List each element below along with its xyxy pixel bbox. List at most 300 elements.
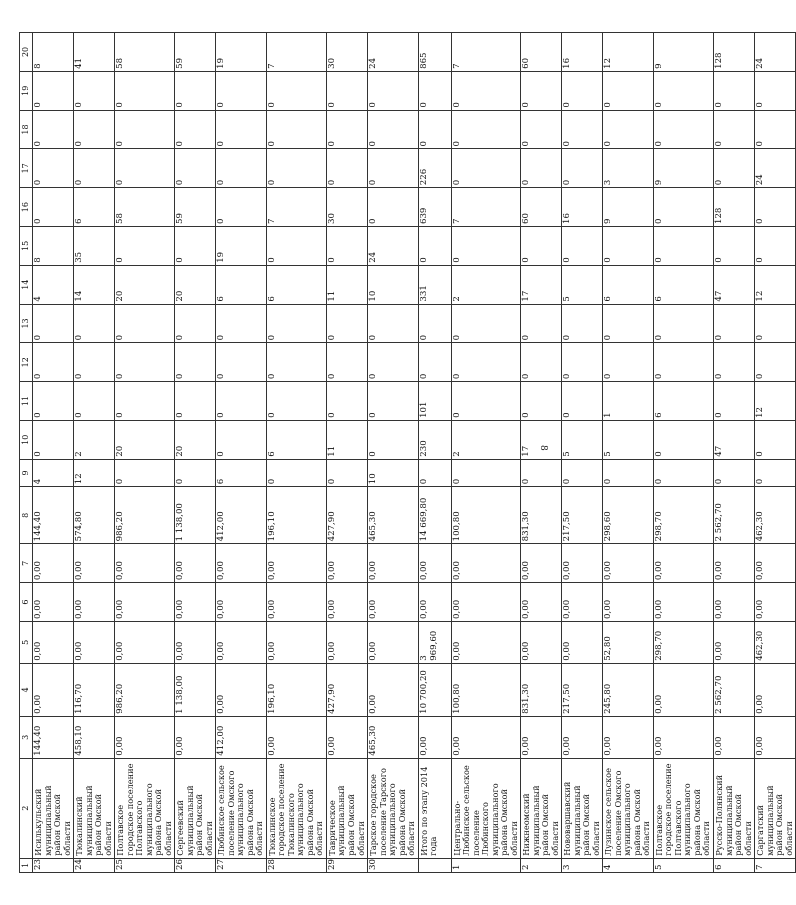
- value-cell: 0,00: [714, 716, 755, 758]
- value-cell: 0,00: [326, 621, 367, 663]
- value-cell: 0: [326, 149, 367, 188]
- value-cell: 59: [175, 33, 216, 72]
- value-cell: 0: [562, 343, 603, 382]
- value-cell: 0: [74, 149, 115, 188]
- value-cell: 144,40: [33, 487, 74, 544]
- value-cell: 4: [33, 459, 74, 487]
- value-cell: 12: [755, 265, 796, 304]
- value-cell: 0: [368, 110, 419, 149]
- row-number-cell: 4: [603, 858, 654, 872]
- row-number-cell: 3: [562, 858, 603, 872]
- data-table: [19, 32, 796, 873]
- value-cell: 30: [326, 188, 367, 227]
- value-cell: 0: [266, 343, 326, 382]
- value-cell: 9: [653, 149, 713, 188]
- table-row: [714, 33, 755, 873]
- value-cell: 0,00: [653, 663, 713, 716]
- value-cell: 0: [451, 304, 521, 343]
- value-cell: 0: [418, 304, 451, 343]
- value-cell: 1: [603, 382, 654, 421]
- value-cell: 0: [562, 71, 603, 110]
- value-cell: 0: [562, 110, 603, 149]
- value-cell: 0: [653, 304, 713, 343]
- value-cell: 0: [74, 304, 115, 343]
- value-cell: 0,00: [74, 544, 115, 583]
- value-cell: 462,30: [755, 621, 796, 663]
- header-cell: 11: [20, 382, 33, 421]
- value-cell: 0: [368, 382, 419, 421]
- value-cell: 47: [714, 420, 755, 459]
- table-row: [755, 33, 796, 873]
- value-cell: 0: [451, 459, 521, 487]
- value-cell: 0: [714, 343, 755, 382]
- value-cell: 58: [115, 188, 175, 227]
- header-cell: 3: [20, 716, 33, 758]
- value-cell: 35: [74, 227, 115, 266]
- municipality-cell: Полтавское городское поселение Полтавского муниципального района Омской области: [115, 758, 175, 858]
- value-cell: 7: [451, 33, 521, 72]
- value-cell: 0,00: [755, 544, 796, 583]
- header-cell: 13: [20, 304, 33, 343]
- header-cell: 4: [20, 663, 33, 716]
- value-cell: 0: [714, 459, 755, 487]
- value-cell: 0,00: [74, 583, 115, 622]
- value-cell: 0,00: [266, 621, 326, 663]
- value-cell: 0: [451, 382, 521, 421]
- value-cell: 16: [562, 188, 603, 227]
- value-cell: 0: [216, 149, 267, 188]
- value-cell: 0,00: [451, 716, 521, 758]
- municipality-cell: Центрально-Любинское сельское поселение Любинского муниципального района Омской области: [451, 758, 521, 858]
- value-cell: 0: [115, 304, 175, 343]
- header-cell: 8: [20, 487, 33, 544]
- value-cell: 12: [74, 459, 115, 487]
- value-cell: 0: [216, 343, 267, 382]
- value-cell: 0: [653, 420, 713, 459]
- value-cell: 462,30: [755, 487, 796, 544]
- value-cell: 0,00: [74, 621, 115, 663]
- value-cell: 6: [603, 265, 654, 304]
- value-cell: 0,00: [418, 544, 451, 583]
- value-cell: 0: [326, 382, 367, 421]
- row-number-cell: 5: [653, 858, 713, 872]
- header-cell: 19: [20, 71, 33, 110]
- value-cell: 0: [175, 149, 216, 188]
- value-cell: 0: [451, 149, 521, 188]
- value-cell: 0: [74, 110, 115, 149]
- value-cell: 0,00: [216, 621, 267, 663]
- value-cell: 0: [175, 459, 216, 487]
- value-cell: 217,50: [562, 487, 603, 544]
- value-cell: 0,00: [115, 583, 175, 622]
- table-row: [521, 33, 562, 873]
- value-cell: 0: [175, 227, 216, 266]
- municipality-cell: Таврическое муниципальный район Омской области: [326, 758, 367, 858]
- value-cell: 16: [562, 33, 603, 72]
- value-cell: 0: [115, 343, 175, 382]
- value-cell: 6: [74, 188, 115, 227]
- value-cell: 24: [368, 227, 419, 266]
- header-cell: 5: [20, 621, 33, 663]
- value-cell: 196,10: [266, 663, 326, 716]
- value-cell: 0,00: [216, 583, 267, 622]
- table-row: [175, 33, 216, 873]
- value-cell: 0,00: [368, 663, 419, 716]
- municipality-cell: Нижнеомский муниципальный район Омской области: [521, 758, 562, 858]
- value-cell: 0: [33, 343, 74, 382]
- value-cell: 0: [115, 71, 175, 110]
- value-cell: 101: [418, 382, 451, 421]
- value-cell: 0: [755, 188, 796, 227]
- value-cell: 230: [418, 420, 451, 459]
- value-cell: 17: [521, 265, 562, 304]
- value-cell: 10: [368, 265, 419, 304]
- value-cell: 831,30: [521, 487, 562, 544]
- value-cell: 0: [216, 304, 267, 343]
- header-cell: 10: [20, 420, 33, 459]
- value-cell: 0,00: [562, 583, 603, 622]
- municipality-cell: Тюкалинский муниципальный район Омской области: [74, 758, 115, 858]
- value-cell: 0: [216, 188, 267, 227]
- value-cell: 0: [418, 71, 451, 110]
- value-cell: 0: [521, 343, 562, 382]
- value-cell: 0: [714, 71, 755, 110]
- row-number-cell: 1: [451, 858, 521, 872]
- value-cell: 0: [521, 304, 562, 343]
- value-cell: 0: [714, 304, 755, 343]
- value-cell: 0: [521, 227, 562, 266]
- value-cell: 10 700,20: [418, 663, 451, 716]
- value-cell: 0: [326, 110, 367, 149]
- value-cell: 0: [562, 227, 603, 266]
- row-number-cell: 30: [368, 858, 419, 872]
- value-cell: 226: [418, 149, 451, 188]
- value-cell: 639: [418, 188, 451, 227]
- value-cell: 0,00: [326, 716, 367, 758]
- value-cell: 0: [33, 149, 74, 188]
- table-row: [451, 33, 521, 873]
- value-cell: 1 138,00: [175, 663, 216, 716]
- value-cell: 0,00: [562, 716, 603, 758]
- value-cell: 0,00: [115, 621, 175, 663]
- value-cell: 0: [216, 382, 267, 421]
- value-cell: 11: [326, 265, 367, 304]
- value-cell: 60: [521, 188, 562, 227]
- table-row: [653, 33, 713, 873]
- value-cell: 0,00: [266, 544, 326, 583]
- header-cell: 16: [20, 188, 33, 227]
- value-cell: 0: [175, 304, 216, 343]
- value-cell: 52,80: [603, 621, 654, 663]
- table-row: [418, 33, 451, 873]
- table-row: [74, 33, 115, 873]
- value-cell: 7: [266, 188, 326, 227]
- value-cell: 0,00: [521, 544, 562, 583]
- value-cell: 0: [216, 110, 267, 149]
- value-cell: 0: [368, 420, 419, 459]
- value-cell: 0: [326, 71, 367, 110]
- table-row: [115, 33, 175, 873]
- municipality-cell: Исилькульский муниципальный район Омской области: [33, 758, 74, 858]
- value-cell: 0: [175, 382, 216, 421]
- value-cell: 0: [653, 459, 713, 487]
- value-cell: 0: [714, 227, 755, 266]
- value-cell: 0,00: [521, 716, 562, 758]
- value-cell: 427,90: [326, 487, 367, 544]
- row-number-cell: 6: [714, 858, 755, 872]
- table-row: [266, 33, 326, 873]
- value-cell: 0: [755, 71, 796, 110]
- value-cell: 100,80: [451, 663, 521, 716]
- value-cell: 0,00: [216, 544, 267, 583]
- value-cell: 0: [418, 343, 451, 382]
- value-cell: 0,00: [562, 621, 603, 663]
- value-cell: 0,00: [368, 544, 419, 583]
- value-cell: 0,00: [653, 716, 713, 758]
- value-cell: 20: [115, 420, 175, 459]
- value-cell: 0: [74, 71, 115, 110]
- header-cell: 17: [20, 149, 33, 188]
- value-cell: 0: [216, 71, 267, 110]
- value-cell: 0: [603, 227, 654, 266]
- value-cell: 2: [451, 265, 521, 304]
- value-cell: 6: [266, 265, 326, 304]
- value-cell: 0,00: [326, 544, 367, 583]
- value-cell: 20: [175, 420, 216, 459]
- value-cell: 47: [714, 265, 755, 304]
- table-header-row: [20, 33, 33, 873]
- value-cell: 3: [603, 149, 654, 188]
- value-cell: 7: [451, 188, 521, 227]
- value-cell: 0,00: [451, 621, 521, 663]
- value-cell: 6: [653, 265, 713, 304]
- value-cell: 12: [755, 382, 796, 421]
- value-cell: 4: [33, 265, 74, 304]
- header-cell: 20: [20, 33, 33, 72]
- value-cell: 0: [653, 188, 713, 227]
- value-cell: 0: [653, 227, 713, 266]
- value-cell: 0: [74, 343, 115, 382]
- value-cell: 245,80: [603, 663, 654, 716]
- value-cell: 298,70: [653, 621, 713, 663]
- value-cell: 41: [74, 33, 115, 72]
- value-cell: 0,00: [714, 583, 755, 622]
- row-number-cell: 25: [115, 858, 175, 872]
- municipality-cell: Любинское сельское поселение Омского муниципального района Омской области: [216, 758, 267, 858]
- row-number-cell: 2: [521, 858, 562, 872]
- value-cell: 574,80: [74, 487, 115, 544]
- value-cell: 24: [755, 33, 796, 72]
- value-cell: 0,00: [653, 544, 713, 583]
- value-cell: 0,00: [266, 716, 326, 758]
- value-cell: 0,00: [368, 621, 419, 663]
- value-cell: 0,00: [368, 583, 419, 622]
- value-cell: 7: [266, 33, 326, 72]
- value-cell: 12: [603, 33, 654, 72]
- value-cell: 0: [33, 71, 74, 110]
- municipality-cell: Русско-Полянский муниципальный район Омской области: [714, 758, 755, 858]
- value-cell: 30: [326, 33, 367, 72]
- value-cell: 298,70: [653, 487, 713, 544]
- row-number-cell: 23: [33, 858, 74, 872]
- value-cell: 17: [521, 420, 562, 459]
- value-cell: 0: [714, 382, 755, 421]
- row-number-cell: 28: [266, 858, 326, 872]
- table-row: [368, 33, 419, 873]
- municipality-cell: Тюкалинское городское поселение Тюкалинского муниципального района Омской области: [266, 758, 326, 858]
- value-cell: 1 138,00: [175, 487, 216, 544]
- value-cell: 0: [326, 304, 367, 343]
- value-cell: 2 562,70: [714, 487, 755, 544]
- value-cell: 3 969,60: [418, 621, 451, 663]
- value-cell: 412,00: [216, 487, 267, 544]
- value-cell: 0: [368, 343, 419, 382]
- table-row: [562, 33, 603, 873]
- header-cell: 14: [20, 265, 33, 304]
- value-cell: 144,40: [33, 716, 74, 758]
- value-cell: 20: [115, 265, 175, 304]
- value-cell: 0: [368, 304, 419, 343]
- value-cell: 217,50: [562, 663, 603, 716]
- value-cell: 0,00: [115, 716, 175, 758]
- value-cell: 465,30: [368, 487, 419, 544]
- value-cell: 0: [266, 304, 326, 343]
- municipality-cell: Саргатский муниципальный район Омской области: [755, 758, 796, 858]
- value-cell: 0: [175, 343, 216, 382]
- value-cell: 0,00: [266, 583, 326, 622]
- value-cell: 465,30: [368, 716, 419, 758]
- value-cell: 0,00: [418, 716, 451, 758]
- municipality-cell: Итого по этапу 2014 года: [418, 758, 451, 858]
- value-cell: 0: [451, 71, 521, 110]
- value-cell: 0: [418, 227, 451, 266]
- value-cell: 0: [521, 149, 562, 188]
- value-cell: 0: [175, 110, 216, 149]
- value-cell: 0: [562, 382, 603, 421]
- value-cell: 0: [755, 343, 796, 382]
- header-cell: 6: [20, 583, 33, 622]
- value-cell: 0,00: [521, 583, 562, 622]
- value-cell: 298,60: [603, 487, 654, 544]
- municipality-cell: Тарское городское поселение Тарского муниципального района Омской области: [368, 758, 419, 858]
- value-cell: 2 562,70: [714, 663, 755, 716]
- value-cell: 0: [562, 304, 603, 343]
- value-cell: 10: [368, 459, 419, 487]
- value-cell: 0: [368, 149, 419, 188]
- table-row: [216, 33, 267, 873]
- value-cell: 19: [216, 33, 267, 72]
- value-cell: 196,10: [266, 487, 326, 544]
- value-cell: 6: [653, 382, 713, 421]
- value-cell: 6: [266, 420, 326, 459]
- table-row: [33, 33, 74, 873]
- value-cell: 14 669,80: [418, 487, 451, 544]
- value-cell: 0: [326, 343, 367, 382]
- value-cell: 60: [521, 33, 562, 72]
- value-cell: 6: [216, 265, 267, 304]
- value-cell: 0: [562, 459, 603, 487]
- value-cell: 0,00: [175, 583, 216, 622]
- value-cell: 0: [266, 227, 326, 266]
- value-cell: 0: [562, 149, 603, 188]
- value-cell: 0: [115, 149, 175, 188]
- value-cell: 0: [326, 227, 367, 266]
- value-cell: 0,00: [714, 544, 755, 583]
- value-cell: 0: [653, 71, 713, 110]
- value-cell: 0: [521, 459, 562, 487]
- value-cell: 0: [266, 110, 326, 149]
- value-cell: 0: [216, 420, 267, 459]
- value-cell: 0: [603, 459, 654, 487]
- value-cell: 8: [33, 227, 74, 266]
- value-cell: 458,10: [74, 716, 115, 758]
- value-cell: 0,00: [451, 544, 521, 583]
- value-cell: 0: [33, 188, 74, 227]
- value-cell: 0: [714, 110, 755, 149]
- value-cell: 0: [755, 110, 796, 149]
- value-cell: 0: [74, 382, 115, 421]
- value-cell: 128: [714, 188, 755, 227]
- value-cell: 9: [653, 33, 713, 72]
- header-cell: 7: [20, 544, 33, 583]
- value-cell: 0: [33, 420, 74, 459]
- value-cell: 0,00: [33, 663, 74, 716]
- value-cell: 0,00: [755, 716, 796, 758]
- row-number-cell: 27: [216, 858, 267, 872]
- municipality-cell: Нововаршавский муниципальный район Омской области: [562, 758, 603, 858]
- value-cell: 0: [368, 71, 419, 110]
- table-row: [603, 33, 654, 873]
- value-cell: 0: [603, 71, 654, 110]
- value-cell: 427,90: [326, 663, 367, 716]
- value-cell: 0,00: [653, 583, 713, 622]
- header-cell: 18: [20, 110, 33, 149]
- value-cell: 0: [755, 459, 796, 487]
- value-cell: 0: [368, 188, 419, 227]
- value-cell: 0: [521, 71, 562, 110]
- value-cell: 0: [266, 149, 326, 188]
- value-cell: 0: [451, 227, 521, 266]
- value-cell: 0,00: [603, 716, 654, 758]
- value-cell: 831,30: [521, 663, 562, 716]
- row-number-cell: 26: [175, 858, 216, 872]
- value-cell: 0,00: [755, 583, 796, 622]
- row-number-cell: [418, 858, 451, 872]
- value-cell: 58: [115, 33, 175, 72]
- value-cell: 0: [521, 382, 562, 421]
- value-cell: 0: [33, 304, 74, 343]
- value-cell: 0,00: [521, 621, 562, 663]
- table-body: [20, 33, 796, 873]
- value-cell: 0,00: [175, 544, 216, 583]
- page-number: 8: [538, 445, 548, 451]
- row-number-cell: 29: [326, 858, 367, 872]
- value-cell: 0,00: [326, 583, 367, 622]
- value-cell: 0,00: [755, 663, 796, 716]
- value-cell: 5: [603, 420, 654, 459]
- header-cell: 2: [20, 758, 33, 858]
- value-cell: 0: [326, 459, 367, 487]
- value-cell: 0: [521, 110, 562, 149]
- header-cell: 1: [20, 858, 33, 872]
- value-cell: 59: [175, 188, 216, 227]
- value-cell: 0: [266, 459, 326, 487]
- value-cell: 0,00: [175, 716, 216, 758]
- value-cell: 0: [451, 110, 521, 149]
- value-cell: 0: [755, 227, 796, 266]
- value-cell: 9: [603, 188, 654, 227]
- value-cell: 20: [175, 265, 216, 304]
